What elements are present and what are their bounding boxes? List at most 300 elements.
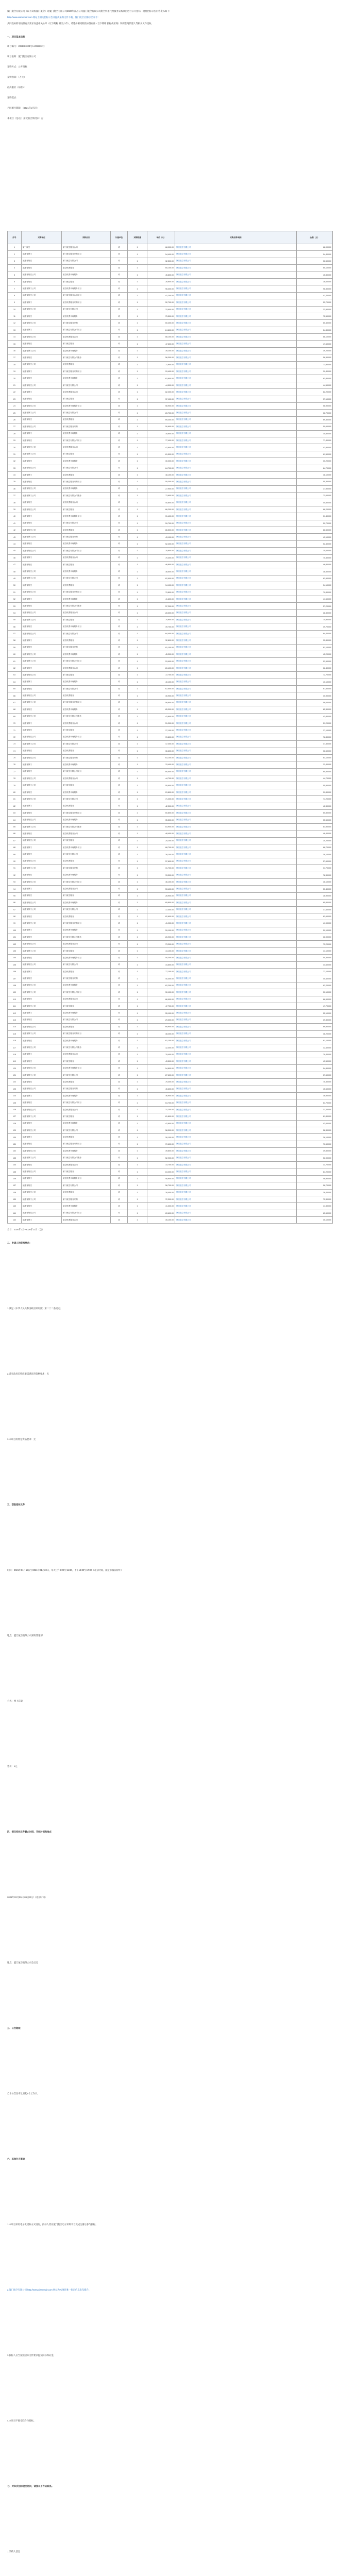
table-cell: 厦门航空服务采购项目 <box>62 699 111 706</box>
table-cell: 1 <box>128 844 147 851</box>
table-row <box>8 596 333 602</box>
table-cell: 30 <box>8 444 22 451</box>
table-row <box>8 865 333 872</box>
table-cell: 1 <box>128 1127 147 1134</box>
table-cell: 26,100.00 <box>297 1134 333 1141</box>
table-cell: 36,900.00 <box>147 1093 175 1099</box>
table-cell: 厦门航空有限公司 <box>175 1189 297 1196</box>
table-row <box>8 1196 333 1202</box>
table-cell: 项 <box>111 382 128 388</box>
table-cell: 39,200.00 <box>297 347 333 354</box>
table-cell: 厦门航空有限公司 <box>175 554 297 561</box>
table-cell: 65,100.00 <box>297 265 333 272</box>
table-cell: 福建省厦门公司 <box>22 1155 62 1161</box>
table-cell: 71,200.00 <box>147 796 175 803</box>
table-cell: 航空机票服务 <box>62 361 111 368</box>
table-cell: 福建省厦门 <box>22 637 62 644</box>
table-cell: 福建省厦门 <box>22 1217 62 1224</box>
table-row <box>8 941 333 947</box>
table-cell: 1 <box>128 665 147 671</box>
table-cell: 33 <box>8 465 22 471</box>
table-cell: 航空机票服务 <box>62 1079 111 1086</box>
table-cell: 39,100.00 <box>147 851 175 858</box>
table-row <box>8 630 333 637</box>
table-cell: 58 <box>8 637 22 644</box>
table-row <box>8 920 333 927</box>
table-cell: 项 <box>111 713 128 720</box>
table-cell: 厦门航空有限公司 <box>175 679 297 685</box>
table-cell: 厦门航空有限公司 <box>62 306 111 313</box>
table-row <box>8 1024 333 1030</box>
table-cell: 122 <box>8 1079 22 1086</box>
table-cell: 42,600.00 <box>297 1120 333 1127</box>
table-cell: 123 <box>8 1086 22 1092</box>
table-cell: 93 <box>8 878 22 885</box>
table-row <box>8 430 333 437</box>
table-row <box>8 823 333 830</box>
table-cell: 项 <box>111 1203 128 1210</box>
table-row <box>8 623 333 630</box>
table-cell: 厦门航空有限公司 <box>175 1016 297 1023</box>
table-cell: 127 <box>8 1113 22 1120</box>
table-cell: 15 <box>8 341 22 347</box>
table-cell: 71,200.00 <box>297 796 333 803</box>
table-cell: 60,400.00 <box>297 320 333 327</box>
table-cell: 110 <box>8 996 22 1003</box>
table-cell: 项 <box>111 306 128 313</box>
table-cell: 1 <box>128 382 147 388</box>
table-row <box>8 513 333 520</box>
table-cell: 厦门航空有限公司 <box>175 244 297 251</box>
table-cell: 航空机票服务 <box>62 1134 111 1141</box>
table-cell: 福建省航空公司 <box>22 1065 62 1072</box>
table-cell: 厦门航空服务采购 <box>62 865 111 872</box>
table-cell: 62,200.00 <box>147 982 175 989</box>
table-cell: 54 <box>8 609 22 616</box>
table-cell: 39,200.00 <box>147 347 175 354</box>
table-cell: 1 <box>128 1155 147 1161</box>
table-cell: 91 <box>8 865 22 872</box>
table-cell: 厦门航空有限公司 <box>175 402 297 409</box>
table-cell: 航空机票服务合同 <box>62 1106 111 1113</box>
table-cell: 45 <box>8 548 22 554</box>
table-cell: 厦门航空有限公司 <box>175 416 297 423</box>
table-cell: 厦门航空服务 <box>62 451 111 457</box>
table-cell: 航空机票代理服务 <box>62 651 111 658</box>
table-cell: 26,900.00 <box>297 934 333 941</box>
table-cell: 福建省航空 <box>22 810 62 817</box>
table-cell: 42 <box>8 527 22 534</box>
table-row <box>8 375 333 382</box>
table-cell: 福建省航空公司 <box>22 1024 62 1030</box>
table-row <box>8 575 333 582</box>
table-cell: 1 <box>128 1196 147 1202</box>
table-cell: 福建省厦门 <box>22 1134 62 1141</box>
table-cell: 1 <box>128 1079 147 1086</box>
table-cell: 44,100.00 <box>297 947 333 954</box>
info-field: 本项目（是/否）接受联合体投标：否 <box>7 117 43 120</box>
table-cell: 福建省厦门公司 <box>22 534 62 540</box>
table-row <box>8 1182 333 1189</box>
table-cell: 1 <box>128 1093 147 1099</box>
table-cell: 厦门航空有限公司 <box>175 831 297 837</box>
table-cell: 39,700.00 <box>297 623 333 630</box>
table-cell: 厦门航空有限公司 <box>62 1182 111 1189</box>
table-cell: 89 <box>8 851 22 858</box>
table-cell: 76,800.00 <box>297 734 333 740</box>
table-cell: 厦门航空有限公司 <box>175 734 297 740</box>
table-cell: 福建省航空公司 <box>22 1168 62 1175</box>
table-cell: 项 <box>111 920 128 927</box>
table-cell: 厦门航空有限公司 <box>175 1058 297 1065</box>
column-header: 序号 <box>8 231 22 244</box>
table-row <box>8 568 333 575</box>
table-cell: 69,300.00 <box>297 416 333 423</box>
table-cell: 35 <box>8 479 22 485</box>
table-cell: 福建省厦门公司 <box>22 699 62 706</box>
table-cell: 福建省航空 <box>22 644 62 651</box>
table-cell: 厦门航空有限公司 <box>175 913 297 920</box>
table-cell: 85,300.00 <box>297 706 333 713</box>
table-cell: 厦门航空有限公司服务 <box>62 1044 111 1051</box>
table-cell: 1 <box>128 934 147 941</box>
table-cell: 福建省航空公司 <box>22 334 62 341</box>
table-cell: 厦门航空有限公司 <box>175 844 297 851</box>
table-cell: 58,900.00 <box>147 402 175 409</box>
table-row <box>8 1175 333 1182</box>
table-cell: 1 <box>128 354 147 361</box>
table-cell: 1 <box>128 1051 147 1058</box>
table-cell: 厦门航空有限公司 <box>62 575 111 582</box>
table-row <box>8 265 333 272</box>
table-cell: 福建省航空 <box>22 1099 62 1106</box>
table-cell: 1 <box>128 471 147 478</box>
table-cell: 69,300.00 <box>147 416 175 423</box>
table-cell: 项 <box>111 540 128 547</box>
table-row <box>8 285 333 292</box>
table-cell: 114 <box>8 1024 22 1030</box>
table-row <box>8 934 333 941</box>
table-cell: 福建省厦门 <box>22 596 62 602</box>
table-cell: 47,600.00 <box>147 341 175 347</box>
table-row <box>8 1030 333 1037</box>
table-cell: 3 <box>8 258 22 264</box>
table-cell: 37,100.00 <box>297 396 333 402</box>
table-cell: 46,100.00 <box>297 878 333 885</box>
table-cell: 77,100.00 <box>147 969 175 975</box>
table-cell: 46,800.00 <box>147 561 175 568</box>
table-cell: 项 <box>111 761 128 768</box>
table-cell: 福建省航空 <box>22 1079 62 1086</box>
table-cell: 航空机票代理服务 <box>62 761 111 768</box>
table-cell: 41,300.00 <box>147 1203 175 1210</box>
table-cell: 1 <box>128 672 147 679</box>
table-cell: 65,800.00 <box>297 900 333 906</box>
table-cell: 厦门航空有限公司 <box>175 471 297 478</box>
table-cell: 航空机票代理服务 <box>62 485 111 492</box>
table-cell: 厦门航空服务 <box>62 617 111 623</box>
table-cell: 1 <box>128 906 147 913</box>
table-cell: 厦门航空有限公司项目 <box>62 658 111 665</box>
table-cell: 福建省航空公司 <box>22 982 62 989</box>
table-cell: 厦门航空有限公司 <box>175 686 297 692</box>
table-cell: 92 <box>8 872 22 878</box>
table-cell: 55,900.00 <box>297 782 333 789</box>
table-cell: 86,900.00 <box>147 996 175 1003</box>
table-cell: 厦门航空有限公司 <box>175 720 297 726</box>
table-cell: 厦门航空有限公司 <box>175 513 297 520</box>
section-text: 4.本项目不接受联合体投标。 <box>7 2419 36 2422</box>
table-cell: 福建省航空公司 <box>22 589 62 596</box>
table-cell: 50,300.00 <box>147 955 175 961</box>
table-cell: 福建省航空 <box>22 479 62 485</box>
table-cell: 厦门航空服务采购 <box>62 644 111 651</box>
table-cell: 83,900.00 <box>147 823 175 830</box>
table-cell: 105 <box>8 961 22 968</box>
table-cell: 1 <box>128 823 147 830</box>
table-cell: 航空机票代理服务 <box>62 1203 111 1210</box>
table-row <box>8 354 333 361</box>
table-cell: 项 <box>111 437 128 444</box>
table-cell: 131 <box>8 1141 22 1147</box>
table-cell: 80 <box>8 789 22 795</box>
table-cell: 项 <box>111 996 128 1003</box>
table-cell: 1 <box>128 644 147 651</box>
table-cell: 37 <box>8 493 22 499</box>
table-cell: 厦门航空有限公司 <box>175 1134 297 1141</box>
table-cell: 41 <box>8 520 22 527</box>
table-cell: 1 <box>128 306 147 313</box>
table-cell: 73,600.00 <box>297 493 333 499</box>
table-cell: 项 <box>111 989 128 996</box>
table-cell: 141 <box>8 1210 22 1216</box>
table-row <box>8 1127 333 1134</box>
table-row <box>8 1161 333 1168</box>
section-text: 3.投标人应当按照招标文件要求提交投标保证金。 <box>7 2353 56 2357</box>
table-cell: 航空机票代理服务 <box>62 1093 111 1099</box>
table-cell: 航空机票服务 <box>62 265 111 272</box>
table-cell: 项 <box>111 410 128 416</box>
table-cell: 航空机票代理服务 <box>62 872 111 878</box>
table-row <box>8 278 333 285</box>
table-cell: 76,800.00 <box>147 734 175 740</box>
table-cell: 福建省航空 <box>22 872 62 878</box>
table-cell: 厦门航空服务 <box>62 672 111 679</box>
table-cell: 22 <box>8 389 22 396</box>
table-cell: 福建省航空 <box>22 561 62 568</box>
table-cell: 厦门航空有限公司 <box>175 423 297 430</box>
table-cell: 项 <box>111 402 128 409</box>
table-cell: 福建省航空 <box>22 1182 62 1189</box>
table-cell: 1 <box>128 527 147 534</box>
table-cell: 航空机票代理服务项目 <box>62 1175 111 1182</box>
table-cell: 42,300.00 <box>297 803 333 809</box>
table-cell: 73,200.00 <box>147 941 175 947</box>
table-cell: 4 <box>8 265 22 272</box>
table-cell: 53,400.00 <box>147 886 175 892</box>
table-cell: 厦门航空服务采购项目 <box>62 920 111 927</box>
table-cell: 1 <box>128 299 147 306</box>
table-cell: 福建省航空 <box>22 1161 62 1168</box>
table-cell: 1 <box>128 444 147 451</box>
table-cell: 81,100.00 <box>297 644 333 651</box>
table-cell: 1 <box>128 368 147 375</box>
table-cell: 57,200.00 <box>147 603 175 609</box>
table-cell: 厦门航空有限公司 <box>175 278 297 285</box>
table-cell: 108 <box>8 982 22 989</box>
table-cell: 航空机票服务 <box>62 858 111 865</box>
table-cell: 厦门航空有限公司 <box>175 748 297 754</box>
table-cell: 35,100.00 <box>147 1217 175 1224</box>
table-cell: 厦门航空有限公司 <box>175 313 297 319</box>
table-cell: 项 <box>111 851 128 858</box>
table-cell: 83 <box>8 810 22 817</box>
table-cell: 厦门航空服务 <box>62 1003 111 1009</box>
table-cell: 项 <box>111 265 128 272</box>
column-header: 单价（元） <box>147 231 175 244</box>
table-cell: 1 <box>128 947 147 954</box>
table-cell: 1 <box>128 451 147 457</box>
table-cell: 8 <box>8 292 22 299</box>
table-cell: 1 <box>128 872 147 878</box>
table-cell: 33,900.00 <box>147 306 175 313</box>
table-cell: 38,200.00 <box>147 1030 175 1037</box>
table-cell: 1 <box>128 878 147 885</box>
table-cell: 16 <box>8 347 22 354</box>
table-cell: 福建省航空 <box>22 540 62 547</box>
table-cell: 79,800.00 <box>297 589 333 596</box>
table-cell: 28 <box>8 430 22 437</box>
table-cell: 58,600.00 <box>297 699 333 706</box>
section-text: 1.满足《中华人民共和国政府采购法》第二十二条规定； <box>7 1307 62 1310</box>
table-cell: 厦门航空服务 <box>62 396 111 402</box>
table-cell: 48,900.00 <box>297 1175 333 1182</box>
table-cell: 90 <box>8 858 22 865</box>
table-cell: 厦门航空有限公司 <box>62 520 111 527</box>
table-cell: 73,600.00 <box>147 493 175 499</box>
table-cell: 项 <box>111 506 128 513</box>
table-cell: 32 <box>8 458 22 465</box>
table-cell: 项 <box>111 1120 128 1127</box>
table-row <box>8 644 333 651</box>
table-row <box>8 796 333 803</box>
table-row <box>8 665 333 671</box>
table-cell: 厦门航空有限公司 <box>175 658 297 665</box>
table-row <box>8 471 333 478</box>
table-cell: 1 <box>128 423 147 430</box>
table-cell: 项 <box>111 396 128 402</box>
table-cell: 1 <box>128 810 147 817</box>
table-cell: 厦门航空服务采购 <box>62 1086 111 1092</box>
section-text: 自本公告发布之日起5个工作日。 <box>7 2092 40 2095</box>
table-cell: 福建省航空 <box>22 265 62 272</box>
table-cell: 1 <box>128 410 147 416</box>
table-cell: 厦门航空服务 <box>62 1168 111 1175</box>
table-cell: 福建省航空 <box>22 603 62 609</box>
table-row <box>8 1141 333 1147</box>
table-row <box>8 1148 333 1155</box>
table-cell: 厦门航空有限公司项目 <box>62 548 111 554</box>
table-cell: 厦门航空有限公司项目 <box>62 437 111 444</box>
table-cell: 134 <box>8 1161 22 1168</box>
table-cell: 项 <box>111 327 128 333</box>
table-cell: 项 <box>111 251 128 258</box>
table-cell: 厦门航空有限公司 <box>62 1016 111 1023</box>
table-cell: 福建省航空 <box>22 375 62 382</box>
table-cell: 福建省航空公司 <box>22 878 62 885</box>
table-cell: 福建省航空 <box>22 437 62 444</box>
table-cell: 厦门航空有限公司 <box>175 1161 297 1168</box>
table-row <box>8 1189 333 1196</box>
table-cell: 65 <box>8 686 22 692</box>
table-cell: 35,500.00 <box>297 817 333 823</box>
table-cell: 60,800.00 <box>297 810 333 817</box>
table-cell: 厦门航空有限公司 <box>175 961 297 968</box>
table-row <box>8 679 333 685</box>
table-cell: 46 <box>8 554 22 561</box>
table-cell: 航空机票服务合同 <box>62 609 111 616</box>
table-cell: 1 <box>128 361 147 368</box>
table-cell: 福建省航空 <box>22 996 62 1003</box>
table-cell: 厦门航空有限公司 <box>175 499 297 506</box>
table-cell: 项 <box>111 1016 128 1023</box>
table-cell: 62,200.00 <box>297 982 333 989</box>
table-cell: 厦门航空服务 <box>62 561 111 568</box>
table-row <box>8 1079 333 1086</box>
table-cell: 厦门航空有限公司项目 <box>62 878 111 885</box>
table-cell: 福建省航空公司 <box>22 402 62 409</box>
table-cell: 厦门航空有限公司 <box>62 1127 111 1134</box>
table-cell: 86,500.00 <box>297 527 333 534</box>
table-cell: 1 <box>128 955 147 961</box>
table-cell: 项 <box>111 865 128 872</box>
table-cell: 126 <box>8 1106 22 1113</box>
table-cell: 项 <box>111 354 128 361</box>
table-cell: 1 <box>128 754 147 761</box>
table-cell: 1 <box>128 982 147 989</box>
table-cell: 项 <box>111 775 128 782</box>
table-cell: 厦门航空有限公司 <box>175 534 297 540</box>
table-cell: 项 <box>111 961 128 968</box>
table-cell: 福建省航空公司 <box>22 1148 62 1155</box>
table-cell: 26,900.00 <box>147 934 175 941</box>
table-cell: 项 <box>111 796 128 803</box>
table-cell: 项 <box>111 479 128 485</box>
procurement-table <box>7 231 333 1224</box>
table-cell: 航空机票代理服务项目 <box>62 513 111 520</box>
table-cell: 1 <box>128 1106 147 1113</box>
table-cell: 福建省厦门 <box>22 886 62 892</box>
table-row <box>8 493 333 499</box>
table-cell: 厦门航空有限公司 <box>175 1024 297 1030</box>
table-cell: 厦门航空有限公司 <box>175 1182 297 1189</box>
table-cell: 72,300.00 <box>297 1196 333 1202</box>
section-text: 2021年02月05日 09点30分（北京时间） <box>7 1895 47 1899</box>
table-cell: 厦门航空有限公司 <box>175 651 297 658</box>
table-cell: 1 <box>128 692 147 699</box>
table-row <box>8 1058 333 1065</box>
table-cell: 1 <box>128 575 147 582</box>
table-cell: 99 <box>8 920 22 927</box>
table-cell: 1 <box>128 748 147 754</box>
table-cell: 1 <box>128 292 147 299</box>
table-cell: 14 <box>8 334 22 341</box>
table-cell: 1 <box>128 603 147 609</box>
table-row <box>8 803 333 809</box>
table-cell: 39,800.00 <box>147 1148 175 1155</box>
table-cell: 航空机票代理服务 <box>62 679 111 685</box>
table-cell: 1 <box>128 803 147 809</box>
